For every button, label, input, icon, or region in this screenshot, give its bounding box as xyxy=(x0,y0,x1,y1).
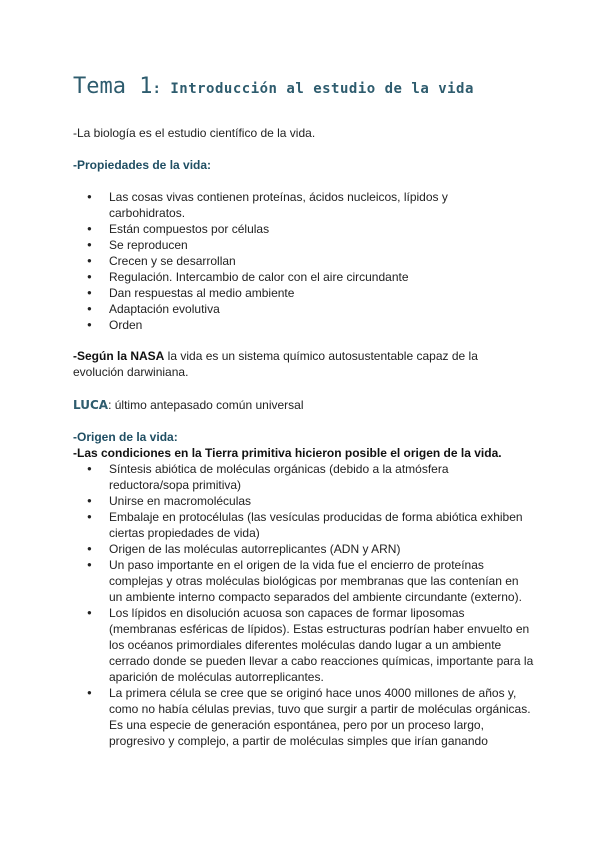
list-item: ● Un paso importante en el origen de la vida fue el encierro de proteínas complejas y otras moléculas biológicas por membranas que las contenían en un ambiente interno compacto separados del ambiente circundante (externo). xyxy=(73,557,535,605)
list-item: ● Síntesis abiótica de moléculas orgánicas (debido a la atmósfera reductora/sopa primitiva) xyxy=(73,461,535,493)
list-item: ● Unirse en macromoléculas xyxy=(73,493,535,509)
list-item: ● La primera célula se cree que se originó hace unos 4000 millones de años y, como no había células previas, tuvo que surgir a partir de moléculas orgánicas. Es una especie de generación espontánea, pero por un proceso largo, progresivo y complejo, a partir de moléculas simples que irían ganando xyxy=(73,685,535,749)
origin-heading: -Origen de la vida: xyxy=(73,430,178,444)
origin-list xyxy=(73,461,535,749)
list-item: ● Las cosas vivas contienen proteínas, ácidos nucleicos, lípidos y carbohidratos. xyxy=(73,189,493,221)
list-item: ● Orden xyxy=(73,317,493,333)
list-item: ● Crecen y se desarrollan xyxy=(73,253,493,269)
list-item: ● Embalaje en protocélulas (las vesículas producidas de forma abiótica exhiben ciertas propiedades de vida) xyxy=(73,509,535,541)
list-item: ● Los lípidos en disolución acuosa son capaces de formar liposomas (membranas esféricas de lípidos). Estas estructuras podrían haber envuelto en los océanos primordiales diferentes moléculas dando lugar a un ambiente cerrado donde se pueden llevar a cabo reacciones químicas, importante para la aparición de moléculas autorreplicantes. xyxy=(73,605,535,685)
intro-paragraph: -La biología es el estudio científico de la vida. xyxy=(73,126,316,140)
luca-paragraph xyxy=(73,397,304,413)
list-item: ● Se reproducen xyxy=(73,237,493,253)
properties-heading: -Propiedades de la vida: xyxy=(73,158,212,172)
luca-definition: : último antepasado común universal xyxy=(108,398,304,412)
properties-list xyxy=(73,189,493,333)
list-item: ● Están compuestos por células xyxy=(73,221,493,237)
nasa-line1: la vida es un sistema químico autosustentable capaz de la xyxy=(164,349,478,363)
list-item: ● Regulación. Intercambio de calor con el aire circundante xyxy=(73,269,493,285)
nasa-paragraph xyxy=(73,348,478,380)
origin-subheading: -Las condiciones en la Tierra primitiva hicieron posible el origen de la vida. xyxy=(73,446,502,460)
luca-term: LUCA xyxy=(73,398,109,412)
nasa-bold: -Según la NASA xyxy=(73,349,165,363)
title-rest: : Introducción al estudio de la vida xyxy=(152,81,474,97)
page-title xyxy=(73,74,474,99)
list-item: ● Dan respuestas al medio ambiente xyxy=(73,285,493,301)
nasa-line2: evolución darwiniana. xyxy=(73,365,189,379)
list-item: ● Origen de las moléculas autorreplicantes (ADN y ARN) xyxy=(73,541,535,557)
title-prefix: Tema 1 xyxy=(73,74,153,99)
list-item: ● Adaptación evolutiva xyxy=(73,301,493,317)
